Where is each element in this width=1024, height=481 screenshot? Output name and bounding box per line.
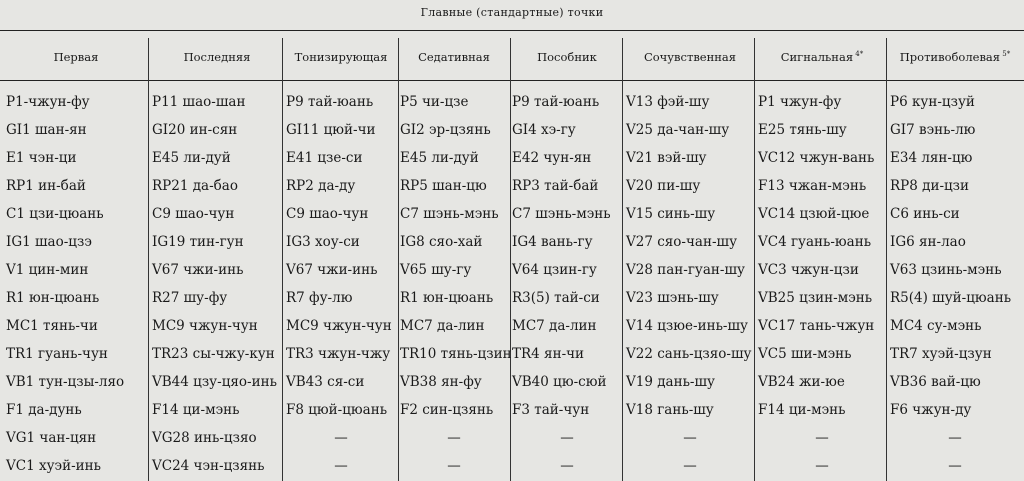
- column-header-label: Тонизирующая: [294, 50, 388, 64]
- table-cell: F14 ци-мэнь: [152, 402, 240, 418]
- table-cell: E34 лян-цю: [890, 150, 973, 166]
- header-rule: [0, 80, 1024, 81]
- table-row: [0, 144, 1024, 172]
- table-cell: GI7 вэнь-лю: [890, 122, 976, 138]
- table-cell: VC1 хуэй-инь: [6, 458, 101, 474]
- table-cell: IG3 хоу-си: [286, 234, 360, 250]
- table-cell: —: [334, 430, 348, 446]
- table-cell: RP8 ди-цзи: [890, 178, 970, 194]
- table-cell: VC12 чжун-вань: [758, 150, 875, 166]
- table-cell: IG4 вань-гу: [512, 234, 593, 250]
- table-cell: RP2 да-ду: [286, 178, 356, 194]
- column-header: [152, 50, 282, 64]
- table-cell: VB36 вай-цю: [890, 374, 981, 390]
- table-cell: —: [334, 458, 348, 474]
- table-cell: TR10 тянь-цзин: [400, 346, 512, 362]
- table-cell: —: [560, 430, 574, 446]
- table-cell: R7 фу-лю: [286, 290, 353, 306]
- column-header: [512, 50, 622, 64]
- table-cell: MC9 чжун-чун: [152, 318, 258, 334]
- table-cell: VB40 цю-сюй: [512, 374, 607, 390]
- table-cell: MC1 тянь-чи: [6, 318, 98, 334]
- table-cell: F6 чжун-ду: [890, 402, 972, 418]
- table-cell: —: [948, 430, 962, 446]
- footnote-marker: 5*: [1000, 50, 1011, 59]
- table-cell: V63 цзинь-мэнь: [890, 262, 1002, 278]
- table-row: [0, 396, 1024, 424]
- table-cell: P1 чжун-фу: [758, 94, 842, 110]
- table-cell: —: [815, 458, 829, 474]
- table-cell: V67 чжи-инь: [286, 262, 378, 278]
- table-cell: V19 дань-шу: [626, 374, 715, 390]
- table-cell: V65 шу-гу: [400, 262, 472, 278]
- table-cell: RP3 тай-бай: [512, 178, 599, 194]
- table-cell: P9 тай-юань: [286, 94, 374, 110]
- table-cell: R27 шу-фу: [152, 290, 228, 306]
- column-header-label: Седативная: [418, 50, 490, 64]
- table-cell: GI1 шан-ян: [6, 122, 87, 138]
- table-cell: E45 ли-дуй: [400, 150, 479, 166]
- footnote-marker: 4*: [853, 50, 864, 59]
- table-row: [0, 452, 1024, 480]
- table-cell: VC14 цзюй-цюе: [758, 206, 870, 222]
- table-cell: VC4 гуань-юань: [758, 234, 872, 250]
- table-row: [0, 284, 1024, 312]
- table-cell: MC7 да-лин: [400, 318, 485, 334]
- table-cell: TR1 гуань-чун: [6, 346, 108, 362]
- table-cell: RP1 ин-бай: [6, 178, 86, 194]
- table-cell: —: [683, 458, 697, 474]
- table-cell: GI11 цюй-чи: [286, 122, 376, 138]
- table-cell: C1 цзи-цюань: [6, 206, 104, 222]
- table-cell: P1-чжун-фу: [6, 94, 90, 110]
- table-row: [0, 88, 1024, 116]
- column-header: [400, 50, 508, 64]
- table-row: [0, 116, 1024, 144]
- table-row: [0, 340, 1024, 368]
- table-cell: MC9 чжун-чун: [286, 318, 392, 334]
- column-header: [626, 50, 754, 64]
- table-cell: F3 тай-чун: [512, 402, 590, 418]
- table-cell: —: [948, 458, 962, 474]
- table-cell: VC3 чжун-цзи: [758, 262, 859, 278]
- table-cell: —: [447, 430, 461, 446]
- table-cell: VC5 ши-мэнь: [758, 346, 852, 362]
- table-cell: V67 чжи-инь: [152, 262, 244, 278]
- table-cell: VG28 инь-цзяо: [152, 430, 257, 446]
- table-cell: VC24 чэн-цзянь: [152, 458, 265, 474]
- table-cell: P9 тай-юань: [512, 94, 600, 110]
- table-cell: VB1 тун-цзы-ляо: [6, 374, 125, 390]
- table-cell: MC4 су-мэнь: [890, 318, 982, 334]
- column-header: [758, 50, 886, 64]
- table-cell: V13 фэй-шу: [626, 94, 710, 110]
- column-header: [890, 50, 1020, 64]
- table-cell: E41 цзе-си: [286, 150, 363, 166]
- table-cell: F13 чжан-мэнь: [758, 178, 867, 194]
- table-cell: IG1 шао-цзэ: [6, 234, 92, 250]
- table-row: [0, 368, 1024, 396]
- table-cell: E42 чун-ян: [512, 150, 592, 166]
- table-cell: V27 сяо-чан-шу: [626, 234, 738, 250]
- column-header-label: Сигнальная: [780, 50, 854, 64]
- column-header-label: Последняя: [183, 50, 251, 64]
- table-cell: V28 пан-гуан-шу: [626, 262, 745, 278]
- table-cell: C7 шэнь-мэнь: [400, 206, 499, 222]
- table-cell: TR23 сы-чжу-кун: [152, 346, 275, 362]
- table-row: [0, 228, 1024, 256]
- table-cell: VB25 цзин-мэнь: [758, 290, 873, 306]
- table-cell: E25 тянь-шу: [758, 122, 847, 138]
- table-cell: P5 чи-цзе: [400, 94, 469, 110]
- table-cell: V25 да-чан-шу: [626, 122, 730, 138]
- table-cell: V21 вэй-шу: [626, 150, 707, 166]
- table-cell: GI20 ин-сян: [152, 122, 238, 138]
- table-cell: —: [683, 430, 697, 446]
- table-cell: C9 шао-чун: [286, 206, 369, 222]
- table-row: [0, 312, 1024, 340]
- table-row: [0, 200, 1024, 228]
- table-row: [0, 172, 1024, 200]
- table-cell: VB44 цзу-цяо-инь: [152, 374, 277, 390]
- table-cell: GI2 эр-цзянь: [400, 122, 491, 138]
- table-cell: IG8 сяо-хай: [400, 234, 483, 250]
- table-cell: —: [815, 430, 829, 446]
- column-header-label: Первая: [53, 50, 99, 64]
- table-cell: V1 цин-мин: [6, 262, 89, 278]
- table-cell: VB24 жи-юе: [758, 374, 845, 390]
- table-cell: V23 шэнь-шу: [626, 290, 719, 306]
- table-cell: F14 ци-мэнь: [758, 402, 846, 418]
- table-cell: TR4 ян-чи: [512, 346, 585, 362]
- header-row: [0, 38, 1024, 78]
- table-cell: P11 шао-шан: [152, 94, 246, 110]
- column-header: [286, 50, 396, 64]
- table-cell: R5(4) шуй-цюань: [890, 290, 1012, 306]
- table-row: [0, 256, 1024, 284]
- top-rule: [0, 30, 1024, 31]
- table-cell: C7 шэнь-мэнь: [512, 206, 611, 222]
- table-cell: MC7 да-лин: [512, 318, 597, 334]
- column-header-label: Противоболевая: [899, 50, 1001, 64]
- table-cell: F1 да-дунь: [6, 402, 82, 418]
- table-cell: V64 цзин-гу: [512, 262, 597, 278]
- table-cell: RP21 да-бао: [152, 178, 238, 194]
- table-cell: R1 юн-цюань: [6, 290, 100, 306]
- table-cell: —: [560, 458, 574, 474]
- table-cell: GI4 хэ-гу: [512, 122, 576, 138]
- table-cell: V20 пи-шу: [626, 178, 701, 194]
- table-cell: F8 цюй-цюань: [286, 402, 388, 418]
- table-cell: V15 синь-шу: [626, 206, 716, 222]
- table-cell: —: [447, 458, 461, 474]
- table-cell: VC17 тань-чжун: [758, 318, 875, 334]
- table-cell: V18 гань-шу: [626, 402, 714, 418]
- column-header-label: Сочувственная: [643, 50, 737, 64]
- table-cell: R1 юн-цюань: [400, 290, 494, 306]
- table-cell: TR3 чжун-чжу: [286, 346, 391, 362]
- table-cell: VG1 чан-цян: [6, 430, 97, 446]
- column-header-label: Пособник: [537, 50, 597, 64]
- table-title: Главные (стандартные) точки: [420, 6, 604, 19]
- table-cell: E45 ли-дуй: [152, 150, 231, 166]
- table-cell: C9 шао-чун: [152, 206, 235, 222]
- table-cell: R3(5) тай-си: [512, 290, 600, 306]
- table-cell: IG6 ян-лао: [890, 234, 966, 250]
- table-cell: IG19 тин-гун: [152, 234, 244, 250]
- table-cell: V14 цзюе-инь-шу: [626, 318, 748, 334]
- table-cell: P6 кун-цзуй: [890, 94, 975, 110]
- table-cell: C6 инь-си: [890, 206, 960, 222]
- column-header: [6, 50, 146, 64]
- table-cell: V22 сань-цзяо-шу: [626, 346, 752, 362]
- table-cell: TR7 хуэй-цзун: [890, 346, 992, 362]
- table-cell: VB38 ян-фу: [400, 374, 482, 390]
- table-cell: F2 син-цзянь: [400, 402, 494, 418]
- table-row: [0, 424, 1024, 452]
- table-cell: E1 чэн-ци: [6, 150, 77, 166]
- table-cell: VB43 ся-си: [286, 374, 365, 390]
- table-cell: RP5 шан-цю: [400, 178, 487, 194]
